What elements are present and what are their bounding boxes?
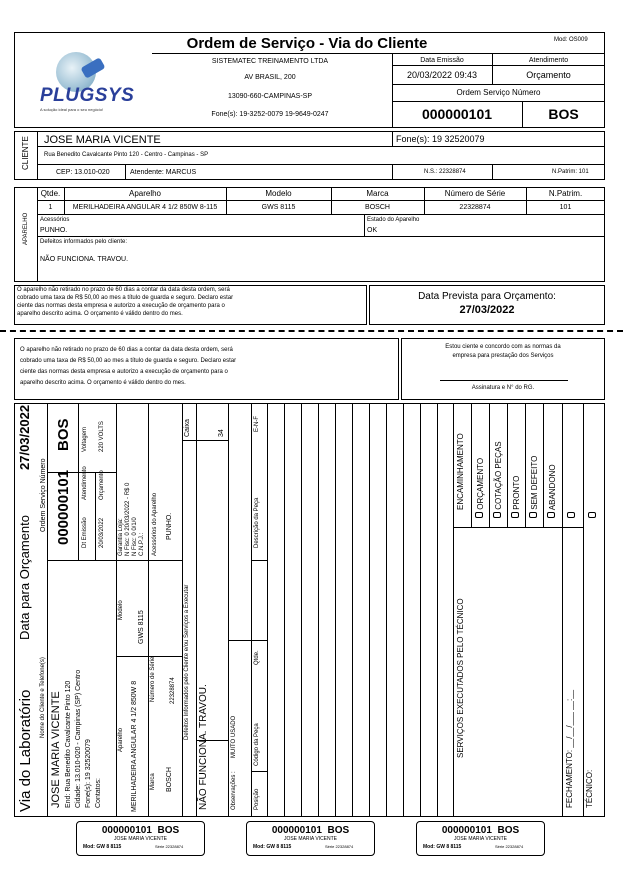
lab-model-label: Modelo xyxy=(118,600,124,620)
lab-voltage-value: 220 VOLTS xyxy=(99,421,105,452)
checkbox-icon[interactable] xyxy=(588,512,596,518)
lab-code-label: Código da Peça xyxy=(254,723,260,766)
os-code: BOS xyxy=(548,106,579,122)
lab-part-label: Descrição da Peça xyxy=(254,497,260,548)
lab-device-value: MERILHADEIRA ANGULAR 4 1/2 850W 8 xyxy=(131,680,138,812)
company-phones: Fone(s): 19-3252-0079 19-9649-0247 xyxy=(211,111,329,118)
client-name: JOSE MARIA VICENTE xyxy=(44,134,161,146)
warranty-line-1: Garantia Loja: xyxy=(118,518,124,556)
lab-defects-value: NÃO FUNCIONA. TRAVOU. xyxy=(198,684,209,810)
lab-enf-label: E-N-F xyxy=(254,416,260,432)
lab-serial-value: 22328874 xyxy=(170,677,176,704)
lab-pos-label: Posição xyxy=(254,788,260,810)
os-number: 000000101 xyxy=(421,106,493,122)
lab-obs-value: MUITO USADO xyxy=(231,715,237,758)
device-patrim: 101 xyxy=(559,204,572,211)
forecast-label: Data Prevista para Orçamento: xyxy=(418,291,556,302)
lab-form xyxy=(14,403,605,817)
lab-box-label: Caixa xyxy=(184,419,191,437)
closing-label: FECHAMENTO: __/__/___ __:__ xyxy=(565,689,574,808)
lab-obs-label: Observações : xyxy=(231,771,237,810)
device-header-model: Modelo xyxy=(265,189,292,198)
device-header-device: Aparelho xyxy=(128,189,162,198)
accessories-label: Acessórios xyxy=(40,217,70,223)
checkbox-icon[interactable] xyxy=(493,512,501,518)
date-label: Data Emissão xyxy=(420,57,464,64)
checkbox-icon[interactable] xyxy=(511,512,519,518)
ticket-code: BOS xyxy=(327,825,350,836)
device-side-label: APARELHO xyxy=(23,212,29,245)
ticket-model: Mod: GW 8 8115 xyxy=(423,844,462,850)
option-blank-1[interactable] xyxy=(567,512,577,518)
logo-tagline: A solução ideal para o seu negócio! xyxy=(40,107,104,112)
option-budget[interactable]: ORÇAMENTO xyxy=(475,458,485,518)
state-value: OK xyxy=(367,227,378,234)
option-parts-quote[interactable]: COTAÇÃO PEÇAS xyxy=(493,441,503,518)
defects-value: NÃO FUNCIONA. TRAVOU. xyxy=(40,256,129,263)
company-city: 13090-660-CAMPINAS-SP xyxy=(227,93,313,100)
client-phone: Fone(s): 19 32520079 xyxy=(396,134,485,144)
lab-client-name: JOSE MARIA VICENTE xyxy=(50,691,62,808)
cut-line xyxy=(0,330,623,332)
via-lab-label: Via do Laboratório xyxy=(17,689,34,812)
page-title: Ordem de Serviço - Via do Cliente xyxy=(186,35,428,52)
ticket-serial: Série 22328874 xyxy=(155,844,184,849)
client-cep: CEP: 13.010-020 xyxy=(56,169,110,176)
lab-notice-line-4: aparelho descrito acima. O orçamento é válido dentro do mes. xyxy=(20,380,186,386)
warranty-line-4: C.N.P.J.: xyxy=(139,532,145,556)
lab-notice-line-2: cobrado uma taxa de R$ 50,00 ao mes a título de guarda e seguro. Declaro estar xyxy=(20,358,237,364)
lab-notice-line-1: O aparelho não retirado no prazo de 60 dias a contar da data desta ordem, será xyxy=(20,347,233,353)
device-section xyxy=(14,187,605,282)
lab-client-contacts: Contatos: xyxy=(95,778,102,808)
lab-model-value: GWS 8115 xyxy=(138,610,145,644)
routing-label: ENCAMINHAMENTO xyxy=(456,433,465,510)
lab-notice-line-3: ciente das normas desta empresa e autorizo a execução de orçamento para o xyxy=(20,369,228,375)
warranty-line-2: N Fisc: 0 20/03/2022 - R$ 0 xyxy=(125,482,131,556)
checkbox-icon[interactable] xyxy=(567,512,575,518)
client-patrim: N.Patrim: 101 xyxy=(552,169,589,175)
option-no-defect[interactable]: SEM DEFEITO xyxy=(529,456,539,518)
lab-forecast-label: Data para Orçamento xyxy=(17,514,32,640)
ticket-name: JOSE MARIA VICENTE xyxy=(113,836,168,842)
lab-box-value: 34 xyxy=(218,429,225,437)
lab-client-label: Nome do Cliente e Telefone(s) xyxy=(40,657,46,738)
option-ready[interactable]: PRONTO xyxy=(511,476,521,518)
ticket-name: JOSE MARIA VICENTE xyxy=(453,836,508,842)
device-brand: BOSCH xyxy=(365,204,390,211)
ticket-model: Mod: GW 8 8115 xyxy=(83,844,122,850)
lab-os-number: 000000101 xyxy=(55,469,72,545)
defects-label: Defeitos informados pelo cliente: xyxy=(40,239,128,245)
lab-brand-value: BOSCH xyxy=(166,767,173,792)
ticket-code: BOS xyxy=(157,825,180,836)
state-label: Estado do Aparelho xyxy=(367,217,420,223)
company-name: SISTEMATEC TREINAMENTO LTDA xyxy=(211,58,329,65)
option-blank-2[interactable] xyxy=(588,512,598,518)
ticket-number: 000000101 xyxy=(441,825,492,836)
agree-line-2: empresa para prestação dos Serviços xyxy=(452,353,554,359)
checkbox-icon[interactable] xyxy=(547,512,555,518)
client-street: Rua Benedito Cavalcante Pinto 120 - Centro - Campinas - SP xyxy=(44,152,209,158)
forecast-value: 27/03/2022 xyxy=(459,304,515,316)
ticket-model: Mod: GW 8 8115 xyxy=(253,844,292,850)
device-model: GWS 8115 xyxy=(261,204,296,211)
service-value: Orçamento xyxy=(526,70,571,80)
notice-line-2: cobrado uma taxa de R$ 50,00 ao mes a título de guarda e seguro. Declaro estar xyxy=(17,295,234,301)
ticket-number: 000000101 xyxy=(271,825,322,836)
warranty-line-3: N Fisc: 0 0/1/0 xyxy=(132,517,138,556)
checkbox-icon[interactable] xyxy=(475,512,483,518)
client-side-label: CLIENTE xyxy=(21,136,30,170)
lab-os-code: BOS xyxy=(55,418,72,451)
lab-client-street: End: Rua Benedito Cavalcante Pinto 120 xyxy=(65,680,72,808)
lab-service-label: Atendimento xyxy=(82,466,88,500)
signature-label: Assinatura e N° do RG. xyxy=(471,385,535,391)
lab-os-label: Ordem Serviço Número xyxy=(40,458,47,532)
form-model-code: Mod: OS009 xyxy=(554,37,588,43)
logo-text: PLUGSYS xyxy=(40,85,135,106)
ticket-code: BOS xyxy=(497,825,520,836)
lab-voltage-label: Voltagem xyxy=(82,426,88,452)
lab-client-city: Cidade: 13.010-020 - Campinas (SP) Centro xyxy=(75,669,82,808)
device-header-qty: Qtde. xyxy=(40,189,61,198)
lab-emission-label: Dt Emissão xyxy=(82,517,88,548)
lab-defects-label: Defeitos Informados pelo Cliente e/ou Serviços a Executar xyxy=(184,584,190,740)
lab-emission-value: 20/03/2022 xyxy=(99,517,105,548)
device-header-brand: Marca xyxy=(366,189,389,198)
accessories-value: PUNHO. xyxy=(40,227,68,234)
lab-brand-label: Marca xyxy=(150,773,156,790)
service-label: Atendimento xyxy=(528,57,569,64)
ticket-1 xyxy=(76,821,205,856)
lab-client-phone: Fone(s): 19 32520079 xyxy=(85,739,92,808)
lab-qty-label: Qtde. xyxy=(254,650,260,665)
lab-acc-label: Acessórios do Aparelho xyxy=(152,492,158,556)
lab-forecast-value: 27/03/2022 xyxy=(17,404,32,470)
checkbox-icon[interactable] xyxy=(529,512,537,518)
lab-device-label: Aparelho xyxy=(118,727,124,752)
company-logo xyxy=(36,50,135,120)
device-name: MERILHADEIRA ANGULAR 4 1/2 850W 8-115 xyxy=(72,204,218,211)
ticket-3 xyxy=(416,821,545,856)
ticket-number: 000000101 xyxy=(101,825,152,836)
lab-service-value: Orçamento xyxy=(99,470,105,500)
client-ns: N.S.: 22328874 xyxy=(424,169,466,175)
ticket-2 xyxy=(246,821,375,856)
notice-line-1: O aparelho não retirado no prazo de 60 dias a contar da data desta ordem, será xyxy=(17,287,230,293)
lab-serial-label: Número de Série xyxy=(150,656,156,702)
agree-line-1: Estou ciente e concordo com as normas da xyxy=(445,344,561,350)
ticket-serial: Série 22328874 xyxy=(325,844,354,849)
notice-line-4: aparelho descrito acima. O orçamento é válido dentro do mes. xyxy=(17,311,183,317)
option-abandoned[interactable]: ABANDONO xyxy=(547,464,557,518)
date-value: 20/03/2022 09:43 xyxy=(406,70,478,80)
notice-line-3: ciente das normas desta empresa e autorizo a execução de orçamento para o xyxy=(17,303,225,309)
device-serial: 22328874 xyxy=(459,204,491,211)
ticket-serial: Série 22328874 xyxy=(495,844,524,849)
lab-acc-value: PUNHO. xyxy=(166,512,173,540)
services-label: SERVIÇOS EXECUTADOS PELO TÉCNICO xyxy=(456,598,465,758)
device-header-serial: Número de Série xyxy=(444,189,506,198)
ticket-name: JOSE MARIA VICENTE xyxy=(283,836,338,842)
device-qty: 1 xyxy=(48,204,53,211)
device-header-patrim: N.Patrim. xyxy=(548,189,583,198)
company-address: AV BRASIL, 200 xyxy=(244,74,296,81)
client-attendant: Atendente: MARCUS xyxy=(130,169,197,176)
os-number-label: Ordem Serviço Número xyxy=(456,88,541,97)
tech-label: TÉCNICO: xyxy=(585,769,594,808)
